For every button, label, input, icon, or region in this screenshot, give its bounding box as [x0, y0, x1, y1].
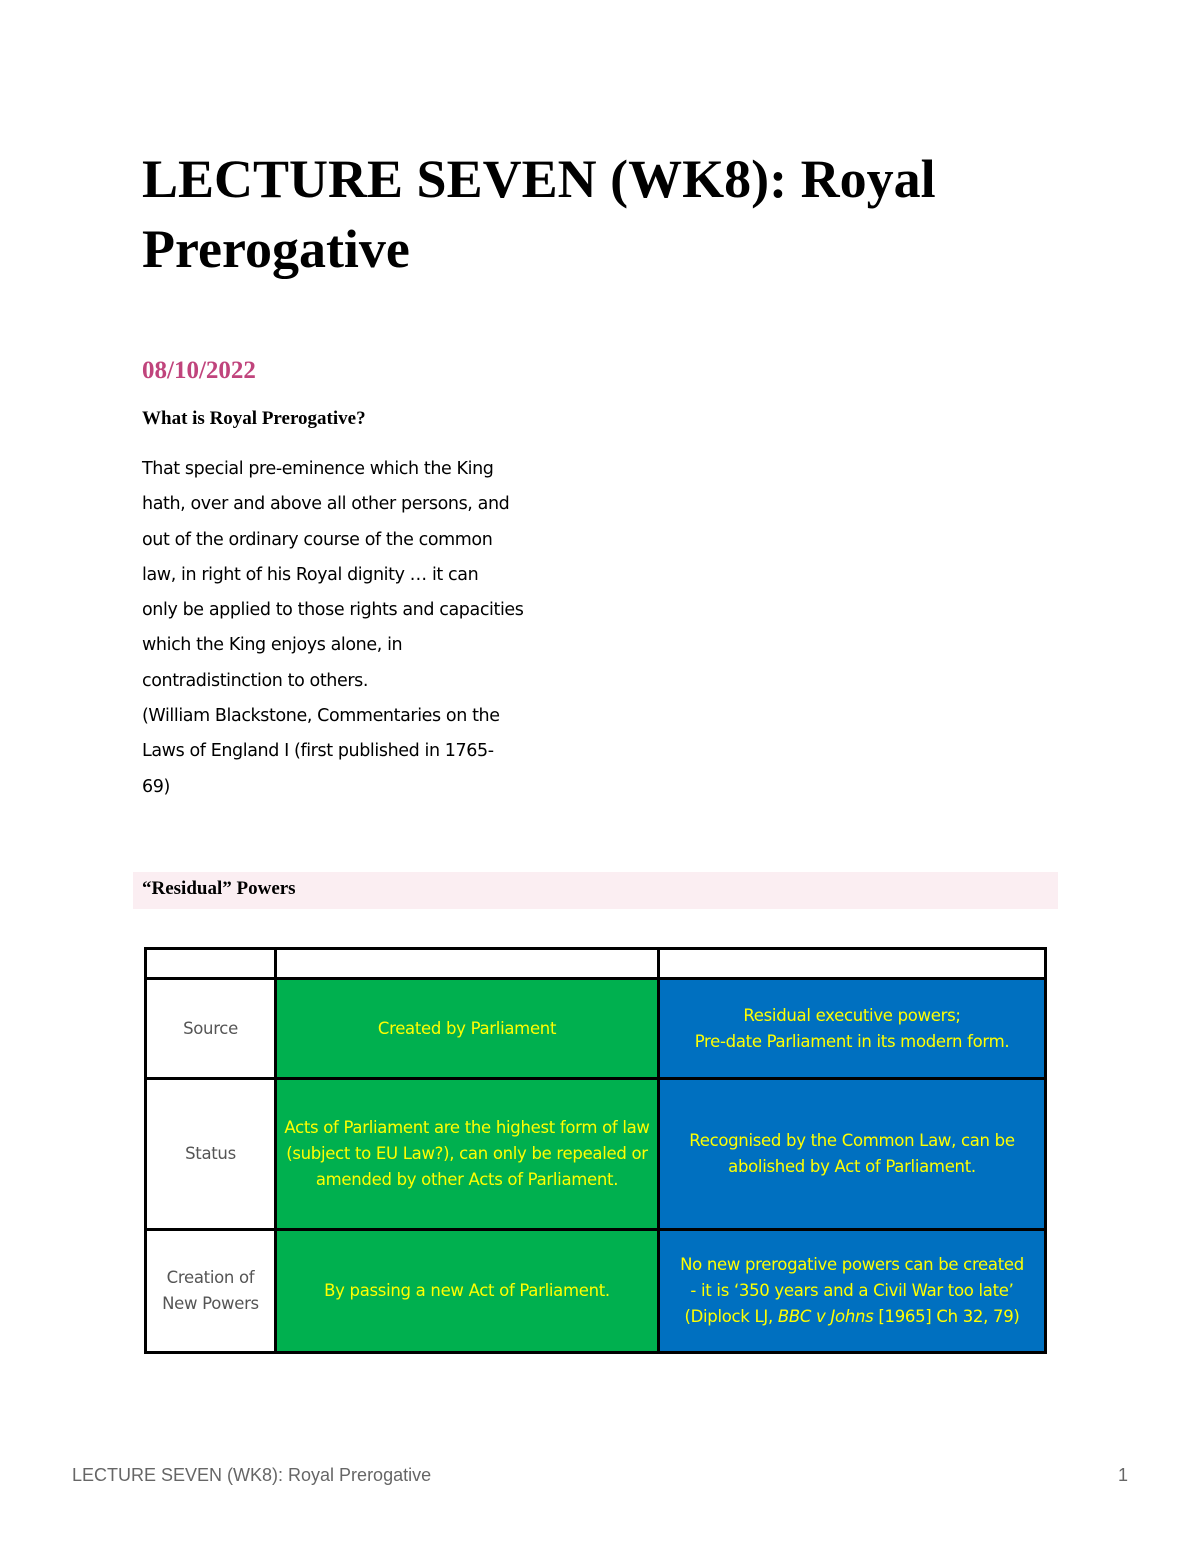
section-question-heading: What is Royal Prerogative?: [142, 408, 366, 429]
header-cell-empty: [659, 949, 1046, 979]
page-number: 1: [1117, 1465, 1128, 1485]
quote-line: (William Blackstone, Commentaries on the: [142, 706, 500, 727]
page-footer: LECTURE SEVEN (WK8): Royal Prerogative: [72, 1465, 432, 1485]
statute-status-cell: Acts of Parliament are the highest form of law (subject to EU Law?), can only be repealed or amended by other Acts of Parliament.: [276, 1079, 659, 1230]
quote-line: out of the ordinary course of the common: [142, 529, 493, 550]
prerogative-creation-line: - it is ‘350 years and a Civil War too late’: [690, 1281, 1014, 1300]
table-row-status: [146, 1079, 1046, 1230]
header-cell-empty: [146, 949, 276, 979]
statute-creation-cell: By passing a new Act of Parliament.: [276, 1230, 659, 1353]
comparison-table: [144, 947, 1047, 1354]
row-label-creation: Creation of New Powers: [146, 1230, 276, 1353]
prerogative-source-line: Pre-date Parliament in its modern form.: [694, 1031, 1010, 1051]
blackstone-quote: [142, 452, 574, 805]
header-cell-empty: [276, 949, 659, 979]
statute-source-cell: Created by Parliament: [276, 979, 659, 1079]
quote-line: contradistinction to others.: [142, 670, 369, 691]
quote-line: hath, over and above all other persons, and: [142, 494, 510, 515]
table-row-creation: [146, 1230, 1046, 1353]
prerogative-creation-cell: [659, 1230, 1046, 1353]
prerogative-creation-line: No new prerogative powers can be created: [680, 1255, 1024, 1274]
row-label-source: Source: [146, 979, 276, 1079]
title-line-1: LECTURE SEVEN (WK8): Royal: [142, 149, 936, 209]
citation-close: [1965] Ch 32, 79): [873, 1307, 1020, 1326]
residual-powers-heading: “Residual” Powers: [133, 872, 1058, 909]
row-label-status: Status: [146, 1079, 276, 1230]
prerogative-source-line: Residual executive powers;: [743, 1005, 961, 1025]
quote-line: Laws of England I (first published in 1765-: [142, 741, 494, 762]
prerogative-source-cell: [659, 979, 1046, 1079]
document-title: [142, 144, 1042, 284]
quote-line: 69): [142, 776, 170, 797]
quote-line: law, in right of his Royal dignity … it can: [142, 564, 479, 585]
quote-line: That special pre-eminence which the King: [142, 459, 494, 479]
quote-line: only be applied to those rights and capacities: [142, 600, 524, 621]
citation-open: (Diplock LJ,: [684, 1307, 778, 1326]
title-line-2: Prerogative: [142, 219, 410, 279]
table-row-source: [146, 979, 1046, 1079]
case-name: BBC v Johns: [777, 1307, 874, 1326]
prerogative-status-cell: Recognised by the Common Law, can be abolished by Act of Parliament.: [659, 1079, 1046, 1230]
lecture-date: 08/10/2022: [142, 357, 256, 384]
quote-line: which the King enjoys alone, in: [142, 635, 403, 656]
table-header-row: [146, 949, 1046, 979]
